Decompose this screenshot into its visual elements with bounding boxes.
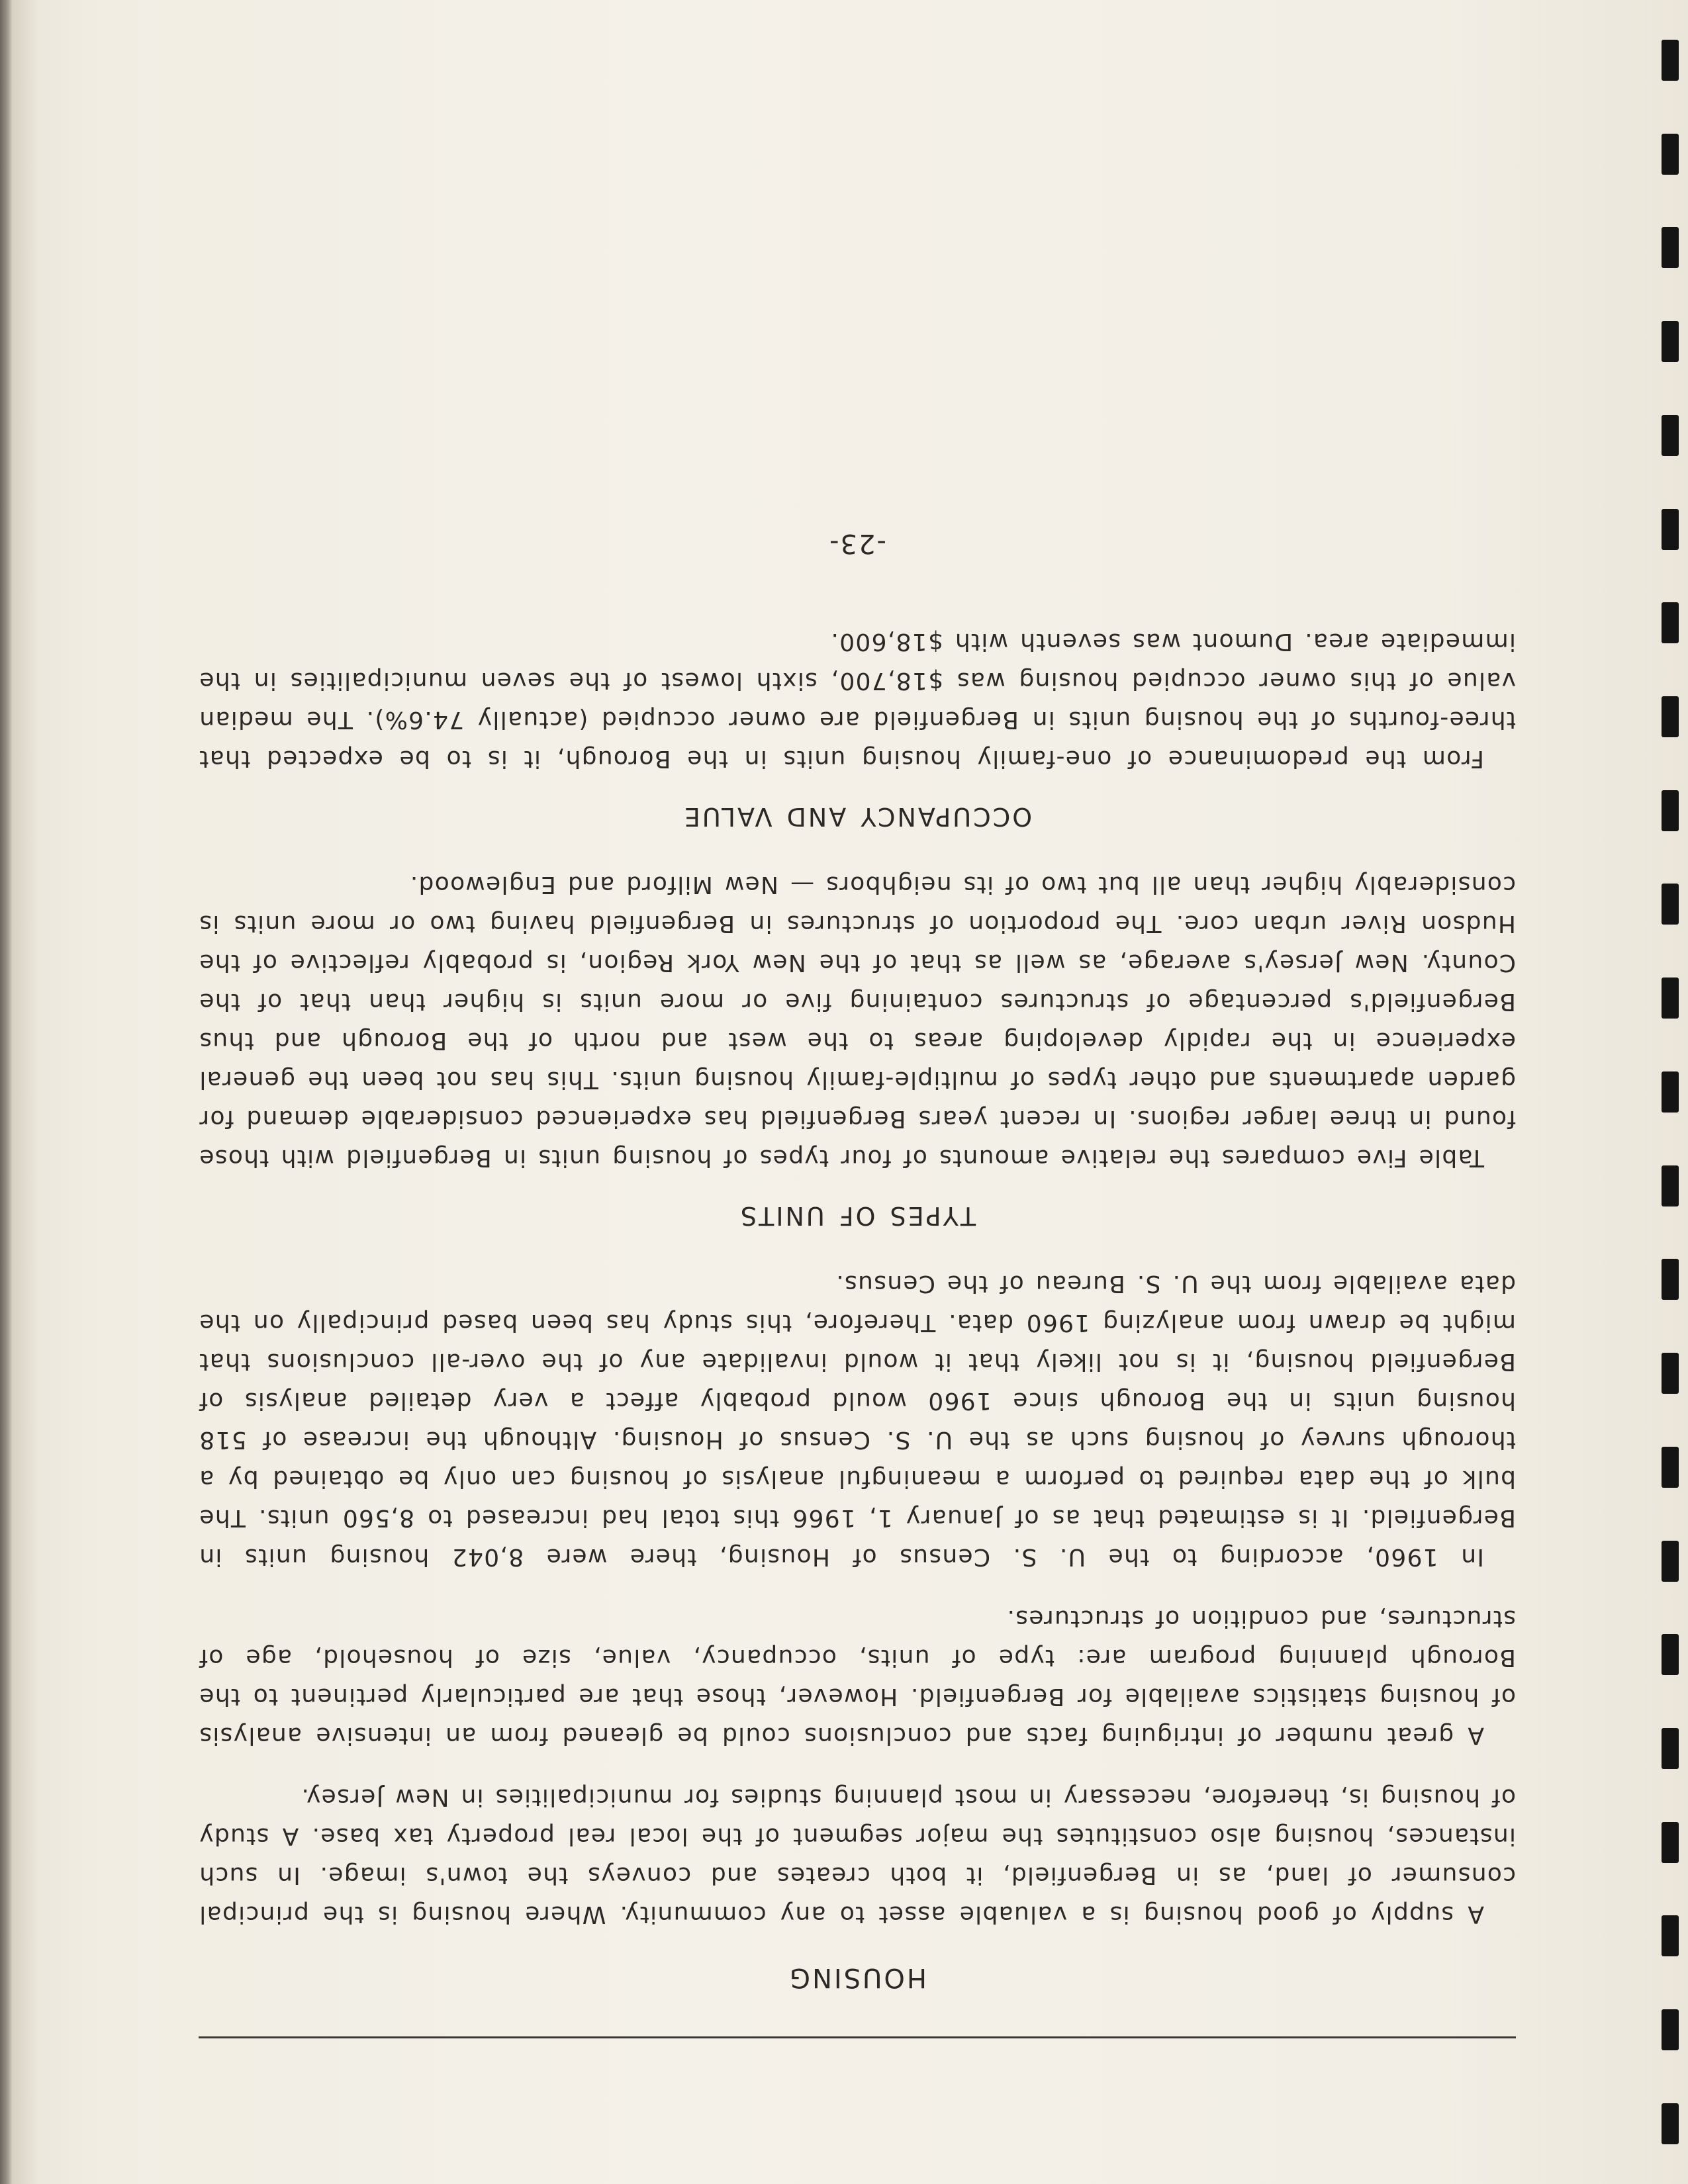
binding-hole	[1662, 602, 1679, 643]
binding-hole	[1662, 696, 1679, 737]
occupancy-value-heading: OCCUPANCY AND VALUE	[682, 802, 1033, 831]
ring-binding	[1662, 40, 1684, 2144]
binding-hole	[1662, 1728, 1679, 1769]
binding-hole	[1662, 321, 1679, 362]
binding-hole	[1662, 2103, 1679, 2144]
page-title: HOUSING	[788, 1962, 927, 1993]
binding-hole	[1662, 1541, 1679, 1582]
binding-hole	[1662, 415, 1679, 456]
intro-paragraph-2: A great number of intriguing facts and conclusions could be gleaned from an intensive analysis of housing statistics available for Bergenfield. However, those that are particularly pertinent to the Borough planning program are: type of units, occupancy, value, size of household, age of structures, and condition of structures.	[199, 1605, 1516, 1749]
binding-hole	[1662, 1915, 1679, 1956]
binding-hole	[1662, 2009, 1679, 2050]
binding-hole	[1662, 1353, 1679, 1394]
binding-hole	[1662, 790, 1679, 831]
intro-paragraph-1: A supply of good housing is a valuable asset to any community. Where housing is the principal consumer of land, as in Bergenfield, it both creates and conveys the town's image. In such instances, housing also constitutes the major segment of the local real property tax base. A study of housing is, therefore, necessary in most planning studies for municipalities in New Jersey.	[199, 1784, 1516, 1928]
page-edge-shadow	[12, 0, 38, 2184]
binding-hole	[1662, 1071, 1679, 1113]
binding-hole	[1662, 1165, 1679, 1206]
page-number: -23-	[828, 528, 886, 559]
binding-hole	[1662, 509, 1679, 550]
page-content	[199, 165, 1516, 2038]
binding-hole	[1662, 978, 1679, 1019]
binding-hole	[1662, 1447, 1679, 1488]
binding-hole	[1662, 1634, 1679, 1675]
binding-hole	[1662, 1822, 1679, 1863]
binding-hole	[1662, 1259, 1679, 1300]
binding-hole	[1662, 134, 1679, 175]
binding-hole	[1662, 40, 1679, 81]
binding-spine	[0, 0, 12, 2184]
types-of-units-heading: TYPES OF UNITS	[738, 1201, 976, 1230]
binding-hole	[1662, 227, 1679, 268]
occupancy-value-paragraph: From the predominance of one-family housing units in the Borough, it is to be expected that three-fourths of the housing units in Bergenfield are owner occupied (actually 74.6%). The median value of this owner occupied housing was $18,700, sixth lowest of the seven municipalities in the immediate area. Dumont was seventh with $18,600.	[199, 628, 1516, 772]
intro-paragraph-3: In 1960, according to the U. S. Census of Housing, there were 8,042 housing units in Bergenfield. It is estimated that as of January 1, 1966 this total had increased to 8,560 units. The bulk of the data required to perform a meaningful analysis of housing can only be obtained by a thorough survey of housing such as the U. S. Census of Housing. Although the increase of 518 housing units in the Borough since 1960 would probably affect a very detailed analysis of Bergenfield housing, it is not likely that it would invalidate any of the over-all conclusions that might be drawn from analyzing 1960 data. Therefore, this study has been based principally on the data available from the U. S. Bureau of the Census.	[199, 1270, 1516, 1570]
binding-hole	[1662, 884, 1679, 925]
header-rule	[199, 2036, 1516, 2038]
types-of-units-paragraph: Table Five compares the relative amounts of four types of housing units in Bergenfield with those found in three larger regions. In recent years Bergenfield has experienced considerable demand for garden apartments and other types of multiple-family housing units. This has not been the general experience in the rapidly developing areas to the west and north of the Borough and thus Bergenfield's percentage of structures containing five or more units is higher than that of the County. New Jersey's average, as well as that of the New York Region, is probably reflective of the Hudson River urban core. The proportion of structures in Bergenfield having two or more units is considerably higher than all but two of its neighbors — New Milford and Englewood.	[199, 871, 1516, 1171]
